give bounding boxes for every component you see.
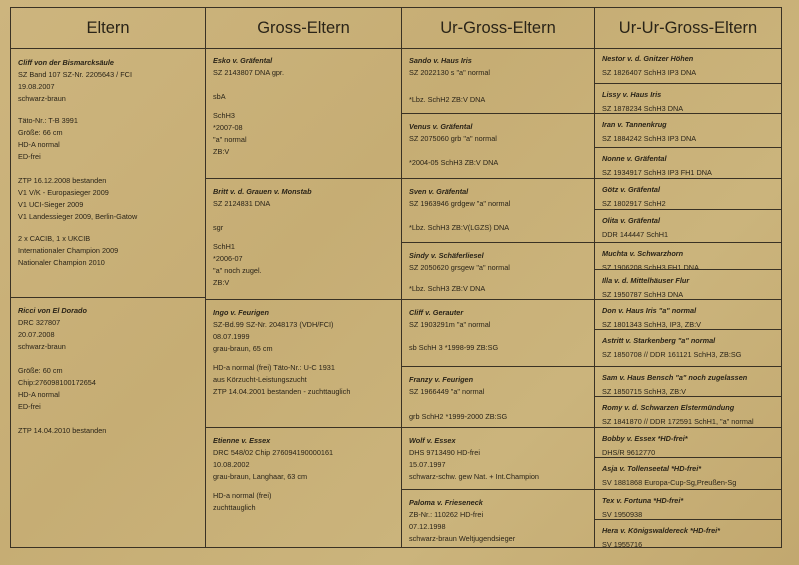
dog-detail: grau-braun, Langhaar, 63 cm xyxy=(213,472,308,481)
col4-entry xyxy=(595,48,781,84)
dog-detail: ZB-Nr.: 110262 HD-frei xyxy=(409,510,484,519)
dog-name: Olita v. Gräfental xyxy=(602,216,660,225)
dog-detail: *2007-08 xyxy=(213,123,243,132)
dog-detail: SZ 1850708 // DDR 161121 SchH3, ZB:SG xyxy=(602,350,742,359)
dog-name: Nonne v. Gräfental xyxy=(602,154,667,163)
dog-detail: sb SchH 3 *1998-99 ZB:SG xyxy=(409,343,499,352)
dog-detail: V1 V/K - Europasieger 2009 xyxy=(18,188,109,197)
dog-detail: HD-A normal xyxy=(18,390,60,399)
col2-entry xyxy=(206,48,401,179)
dog-name: Britt v. d. Grauen v. Monstab xyxy=(213,187,312,196)
dog-name: Asja v. Tollenseetal *HD-frei* xyxy=(602,464,702,473)
dog-name: Bobby v. Essex *HD-frei* xyxy=(602,434,688,443)
col2-entry xyxy=(206,179,401,300)
dog-detail: Größe: 66 cm xyxy=(18,128,63,137)
dog-detail: Chip:276098100172654 xyxy=(18,378,96,387)
col4-entry xyxy=(595,490,781,520)
dog-detail: SZ 1884242 SchH3 IP3 DNA xyxy=(602,134,697,143)
dog-detail: grau-braun, 65 cm xyxy=(213,344,273,353)
col4-entry xyxy=(595,428,781,458)
column-gross-eltern xyxy=(206,8,402,547)
dog-name: Nestor v. d. Gnitzer Höhen xyxy=(602,54,694,63)
dog-detail: SZ 2050620 grsgew "a" normal xyxy=(409,263,510,272)
col1-entry xyxy=(11,48,205,298)
dog-name: Iran v. Tannenkrug xyxy=(602,120,667,129)
dog-name: Franzy v. Feurigen xyxy=(409,375,474,384)
dog-detail: grb SchH2 *1999-2000 ZB:SG xyxy=(409,412,508,421)
dog-detail: ED-frei xyxy=(18,402,41,411)
dog-detail: schwarz-braun xyxy=(18,94,66,103)
dog-detail: "a" normal xyxy=(213,135,247,144)
col4-entry xyxy=(595,210,781,243)
dog-name: Sindy v. Schäferliesel xyxy=(409,251,484,260)
col2-entry xyxy=(206,300,401,428)
dog-detail: *Lbz. SchH3 ZB:V(LGZS) DNA xyxy=(409,223,510,232)
dog-detail: schwarz-schw. gew Nat. + Int.Champion xyxy=(409,472,539,481)
dog-detail: ED-frei xyxy=(18,152,41,161)
dog-detail: SZ 1934917 SchH3 IP3 FH1 DNA xyxy=(602,168,712,177)
dog-detail: SZ 1841870 // DDR 172591 SchH1, "a" normal xyxy=(602,417,754,426)
dog-name: Muchta v. Schwarzhorn xyxy=(602,249,684,258)
dog-detail: V1 Landessieger 2009, Berlin-Gatow xyxy=(18,212,138,221)
header-ur-gross-eltern: Ur-Gross-Eltern xyxy=(402,8,594,49)
dog-detail: DDR 144447 SchH1 xyxy=(602,230,669,239)
dog-detail: V1 UCI-Sieger 2009 xyxy=(18,200,84,209)
dog-detail: 2 x CACIB, 1 x UKCIB xyxy=(18,234,91,243)
pedigree-table xyxy=(10,7,782,548)
col4-entry xyxy=(595,367,781,397)
dog-detail: Größe: 60 cm xyxy=(18,366,63,375)
dog-detail: zuchttauglich xyxy=(213,503,256,512)
dog-name: Paloma v. Frieseneck xyxy=(409,498,483,507)
dog-detail: HD-A normal xyxy=(18,140,60,149)
dog-detail: SZ Band 107 SZ-Nr. 2205643 / FCI xyxy=(18,70,132,79)
col3-entry xyxy=(402,48,594,114)
col3-entry xyxy=(402,243,594,300)
dog-name: Sando v. Haus Iris xyxy=(409,56,472,65)
header-ur-ur-gross-eltern: Ur-Ur-Gross-Eltern xyxy=(595,8,781,49)
dog-detail: ZB:V xyxy=(213,147,230,156)
col4-entry xyxy=(595,300,781,330)
dog-name: Sam v. Haus Bensch "a" noch zugelassen xyxy=(602,373,748,382)
dog-detail: SZ 1950787 SchH3 DNA xyxy=(602,290,684,299)
col4-entry xyxy=(595,270,781,300)
dog-name: Venus v. Gräfental xyxy=(409,122,473,131)
dog-name: Götz v. Gräfental xyxy=(602,185,660,194)
dog-name: Cliff v. Gerauter xyxy=(409,308,464,317)
dog-detail: SV 1881868 Europa-Cup-Sg,Preußen-Sg xyxy=(602,478,737,487)
col4-entry xyxy=(595,397,781,428)
dog-detail: ZTP 14.04.2010 bestanden xyxy=(18,426,107,435)
col2-entry xyxy=(206,428,401,547)
dog-detail: SZ 2143807 DNA gpr. xyxy=(213,68,284,77)
col4-entry xyxy=(595,179,781,210)
dog-name: Ricci von El Dorado xyxy=(18,306,87,315)
dog-detail: *2004-05 SchH3 ZB:V DNA xyxy=(409,158,499,167)
header-eltern: Eltern xyxy=(11,8,205,49)
dog-name: Etienne v. Essex xyxy=(213,436,271,445)
dog-detail: *Lbz. SchH3 ZB:V DNA xyxy=(409,284,486,293)
dog-detail: HD-a normal (frei) Täto-Nr.: U-C 1931 xyxy=(213,363,335,372)
dog-detail: Nationaler Champion 2010 xyxy=(18,258,105,267)
header-gross-eltern: Gross-Eltern xyxy=(206,8,401,49)
dog-detail: DHS/R 9612770 xyxy=(602,448,656,457)
column-eltern xyxy=(11,8,206,547)
dog-name: Esko v. Gräfental xyxy=(213,56,273,65)
col3-entry xyxy=(402,367,594,428)
dog-name: Lissy v. Haus Iris xyxy=(602,90,662,99)
dog-detail: Internationaler Champion 2009 xyxy=(18,246,119,255)
dog-name: Hera v. Königswaldereck *HD-frei* xyxy=(602,526,721,535)
dog-detail: DRC 327807 xyxy=(18,318,61,327)
column-ur-ur-gross-eltern xyxy=(595,8,781,547)
col4-entry xyxy=(595,330,781,367)
dog-detail: SZ 1903291m "a" normal xyxy=(409,320,491,329)
col4-entry xyxy=(595,114,781,148)
dog-detail: SZ 1878234 SchH3 DNA xyxy=(602,104,684,113)
col4-entry xyxy=(595,84,781,114)
col4-entry xyxy=(595,243,781,270)
dog-detail: schwarz-braun Weltjugendsieger xyxy=(409,534,516,543)
dog-name: Don v. Haus Iris "a" normal xyxy=(602,306,697,315)
dog-detail: ZTP 14.04.2001 bestanden - zuchttauglich xyxy=(213,387,351,396)
col1-entry xyxy=(11,298,205,547)
dog-name: Wolf v. Essex xyxy=(409,436,456,445)
dog-detail: SZ 1963946 grdgew "a" normal xyxy=(409,199,511,208)
dog-detail: SchH3 xyxy=(213,111,235,120)
dog-detail: sbA xyxy=(213,92,226,101)
dog-name: Ingo v. Feurigen xyxy=(213,308,269,317)
dog-name: Cliff von der Bismarcksäule xyxy=(18,58,114,67)
dog-detail: DRC 548/02 Chip 276094190000161 xyxy=(213,448,334,457)
col3-entry xyxy=(402,300,594,367)
dog-detail: 07.12.1998 xyxy=(409,522,446,531)
dog-detail: SZ 1826407 SchH3 IP3 DNA xyxy=(602,68,697,77)
dog-detail: *2006-07 xyxy=(213,254,243,263)
dog-detail: 08.07.1999 xyxy=(213,332,250,341)
dog-detail: SV 1950938 xyxy=(602,510,643,519)
dog-detail: SZ 2022130 s "a" normal xyxy=(409,68,491,77)
dog-detail: Täto-Nr.: T-B 3991 xyxy=(18,116,78,125)
dog-detail: SZ 1801343 SchH3, IP3, ZB:V xyxy=(602,320,701,329)
dog-detail: sgr xyxy=(213,223,224,232)
dog-detail: schwarz-braun xyxy=(18,342,66,351)
dog-detail: SchH1 xyxy=(213,242,235,251)
dog-detail: "a" noch zugel. xyxy=(213,266,262,275)
dog-detail: DHS 9713490 HD-frei xyxy=(409,448,480,457)
col3-entry xyxy=(402,490,594,547)
dog-detail: ZTP 16.12.2008 bestanden xyxy=(18,176,107,185)
col4-entry xyxy=(595,148,781,179)
dog-detail: 10.08.2002 xyxy=(213,460,250,469)
col3-entry xyxy=(402,179,594,243)
dog-detail: 19.08.2007 xyxy=(18,82,55,91)
col3-entry xyxy=(402,114,594,179)
dog-name: Illa v. d. Mittelhäuser Flur xyxy=(602,276,690,285)
col3-entry xyxy=(402,428,594,490)
dog-detail: 15.07.1997 xyxy=(409,460,446,469)
dog-detail: 20.07.2008 xyxy=(18,330,55,339)
dog-detail: SV 1955716 xyxy=(602,540,643,547)
dog-detail: SZ 2075060 grb "a" normal xyxy=(409,134,497,143)
col4-entry xyxy=(595,520,781,547)
column-ur-gross-eltern xyxy=(402,8,595,547)
dog-detail: SZ 1802917 SchH2 xyxy=(602,199,666,208)
dog-detail: ZB:V xyxy=(213,278,230,287)
dog-detail: SZ 1906208 SchH3 FH1 DNA xyxy=(602,263,699,270)
dog-detail: *Lbz. SchH2 ZB:V DNA xyxy=(409,95,486,104)
col4-entry xyxy=(595,458,781,490)
dog-name: Tex v. Fortuna *HD-frei* xyxy=(602,496,684,505)
dog-detail: SZ 2124831 DNA xyxy=(213,199,271,208)
dog-detail: SZ 1966449 "a" normal xyxy=(409,387,485,396)
dog-detail: SZ-Bd.99 SZ-Nr. 2048173 (VDH/FCI) xyxy=(213,320,334,329)
dog-detail: SZ 1850715 SchH3, ZB:V xyxy=(602,387,686,396)
dog-detail: HD-a normal (frei) xyxy=(213,491,272,500)
dog-name: Sven v. Gräfental xyxy=(409,187,469,196)
dog-name: Romy v. d. Schwarzen Elstermündung xyxy=(602,403,735,412)
dog-detail: aus Körzucht-Leistungszucht xyxy=(213,375,307,384)
dog-name: Astritt v. Starkenberg "a" normal xyxy=(602,336,716,345)
